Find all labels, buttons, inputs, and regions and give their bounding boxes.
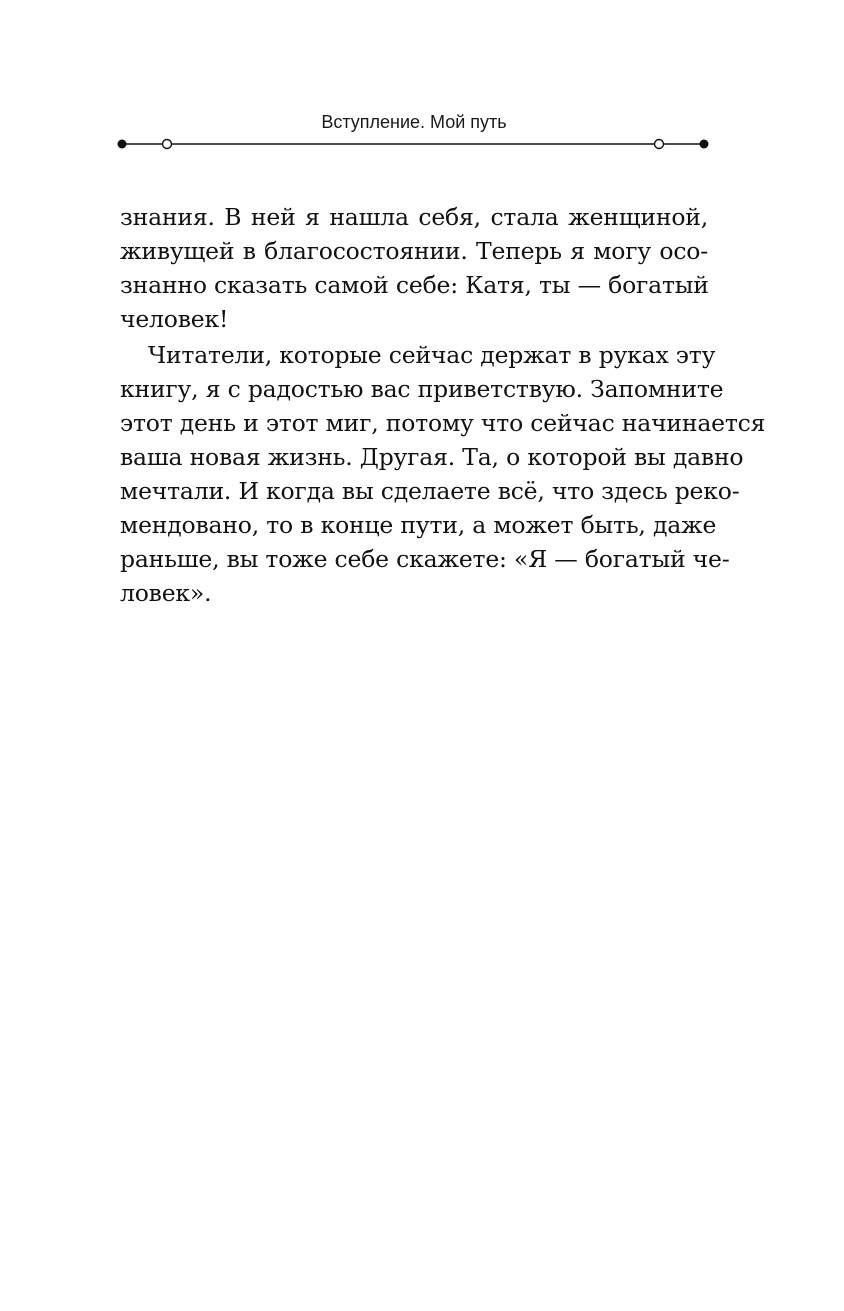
ornament-dot-left (118, 140, 127, 149)
header-rule-ornament (110, 134, 720, 154)
text-line: живущей в благосостоянии. Теперь я могу осо- (120, 237, 708, 265)
paragraph-2 (120, 338, 766, 610)
ornament-dot-right (700, 140, 709, 149)
paragraph-1 (120, 200, 708, 336)
text-line: знанно сказать самой себе: Катя, ты — богатый (120, 271, 709, 299)
text-line-indented: Читатели, которые сейчас держат в руках эту (148, 341, 716, 369)
running-head-title: Вступление. Мой путь (321, 112, 507, 132)
body-text (120, 200, 766, 610)
text-line: этот день и этот миг, потому что сейчас начинается (120, 409, 766, 437)
text-line: раньше, вы тоже себе скажете: «Я — богатый че- (120, 545, 730, 573)
ornament-ring-left (163, 140, 172, 149)
text-line: ваша новая жизнь. Другая. Та, о которой вы давно (120, 443, 744, 471)
ornament-ring-right (655, 140, 664, 149)
text-line: мечтали. И когда вы сделаете всё, что здесь реко- (120, 477, 740, 505)
text-line: мендовано, то в конце пути, а может быть, даже (120, 511, 717, 539)
text-line: человек! (120, 305, 229, 333)
text-line: книгу, я с радостью вас приветствую. Запомните (120, 375, 724, 403)
text-line: знания. В ней я нашла себя, стала женщиной, (120, 203, 708, 231)
text-line: ловек». (120, 579, 212, 607)
